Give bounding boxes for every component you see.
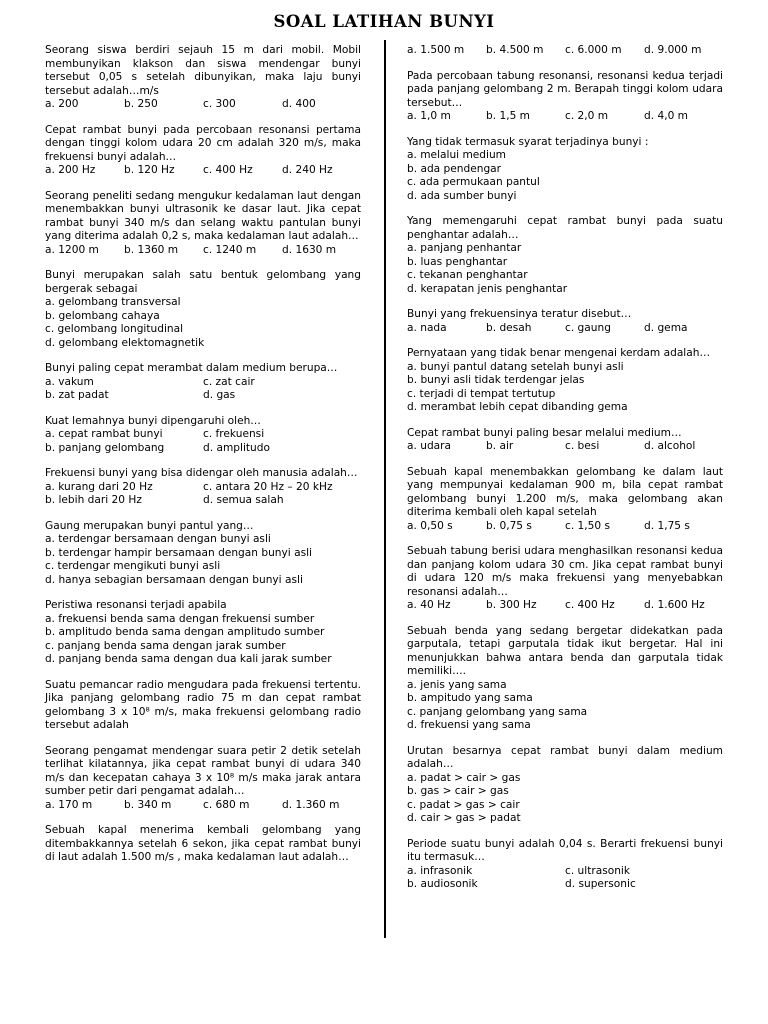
option[interactable]: d. 1630 m [282, 243, 337, 256]
question [45, 824, 361, 865]
option[interactable]: b. zat padat [45, 389, 109, 401]
option[interactable]: b. amplitudo benda sama dengan amplitudo sumber [45, 626, 325, 638]
option[interactable]: c. 300 [203, 98, 236, 110]
option[interactable]: a. 1200 m [45, 243, 99, 256]
option[interactable]: b. 1360 m [124, 243, 179, 256]
option[interactable]: b. 4.500 m [486, 44, 544, 56]
option[interactable]: c. 1240 m [203, 243, 257, 256]
option[interactable]: a. 200 Hz [45, 164, 96, 176]
option[interactable]: d. 9.000 m [644, 44, 702, 56]
option[interactable]: d. cair > gas > padat [407, 812, 521, 824]
question [45, 190, 361, 258]
option[interactable]: b. desah [486, 321, 532, 334]
option[interactable]: b. luas penghantar [407, 255, 508, 268]
option[interactable]: c. 2,0 m [565, 110, 609, 122]
option[interactable]: c. ada permukaan pantul [407, 176, 540, 188]
answer-options [45, 799, 361, 813]
option[interactable]: d. 400 [282, 98, 316, 110]
option[interactable]: d. gas [203, 389, 236, 401]
option[interactable]: c. gelombang longitudinal [45, 323, 184, 335]
option[interactable]: c. 400 Hz [565, 599, 615, 611]
option[interactable]: d. alcohol [644, 440, 696, 452]
question-stem: Pada percobaan tabung resonansi, resonansi kedua terjadi pada panjang gelombang 2 m. Berapah tinggi kolom udara tersebut… [407, 69, 723, 109]
question [45, 467, 361, 508]
question-stem: Seorang peneliti sedang mengukur kedalaman laut dengan menembakkan bunyi ultrasonik ke dasar laut. Jika cepat rambat bunyi 340 m/s dan selang waktu pantulan bunyi yang diterima adalah 0,2 s, maka kedalaman laut adalah… [45, 189, 361, 242]
question-stem: Periode suatu bunyi adalah 0,04 s. Berarti frekuensi bunyi itu termasuk… [407, 837, 723, 863]
option[interactable]: c. frekuensi [203, 428, 265, 440]
option[interactable]: d. merambat lebih cepat dibanding gema [407, 401, 628, 413]
option[interactable]: c. antara 20 Hz – 20 kHz [203, 480, 333, 493]
option[interactable]: b. air [486, 440, 514, 452]
option[interactable]: a. nada [407, 321, 447, 334]
question [45, 745, 361, 813]
option[interactable]: a. 200 [45, 98, 79, 110]
question [45, 520, 361, 588]
answer-options [407, 44, 723, 58]
question [407, 136, 723, 204]
right-column [407, 44, 723, 892]
question-continued [407, 44, 723, 58]
option[interactable]: d. 4,0 m [644, 110, 688, 122]
question [407, 347, 723, 415]
option[interactable]: d. 1.360 m [282, 798, 340, 811]
answer-options [407, 599, 723, 613]
left-column [45, 44, 361, 865]
option[interactable]: b. ada pendengar [407, 162, 502, 175]
option[interactable]: d. gema [644, 321, 688, 334]
option[interactable]: a. kurang dari 20 Hz [45, 480, 153, 493]
answer-options [45, 428, 361, 442]
answer-options [45, 442, 361, 456]
option[interactable]: b. bunyi asli tidak terdengar jelas [407, 374, 585, 386]
option[interactable]: b. panjang gelombang [45, 441, 165, 454]
option[interactable]: c. panjang benda sama dengan jarak sumber [45, 639, 286, 652]
option[interactable]: b. 120 Hz [124, 164, 175, 176]
question [407, 427, 723, 454]
question [45, 599, 361, 667]
option[interactable]: c. gaung [565, 321, 611, 334]
option[interactable]: b. gelombang cahaya [45, 309, 160, 322]
option[interactable]: a. gelombang transversal [45, 296, 181, 308]
question-stem: Bunyi yang frekuensinya teratur disebut… [407, 308, 632, 320]
option[interactable]: b. 0,75 s [486, 519, 532, 532]
option[interactable]: d. 1,75 s [644, 519, 690, 532]
question [45, 124, 361, 178]
option[interactable]: d. 240 Hz [282, 164, 333, 176]
option[interactable]: d. frekuensi yang sama [407, 719, 531, 731]
answer-options [407, 878, 723, 892]
option[interactable]: b. gas > cair > gas [407, 785, 509, 797]
option[interactable]: b. 300 Hz [486, 599, 537, 611]
answer-options [45, 494, 361, 508]
question-stem: Sebuah benda yang sedang bergetar didekatkan pada garputala, tetapi garputala tidak ikut bergetar. Hal ini menunjukkan bahwa antara benda dan garputala tidak memiliki…. [407, 624, 723, 677]
question-stem: Sebuah kapal menembakkan gelombang ke dalam laut yang mempunyai kedalaman 900 m, bila cepat rambat gelombang bunyi 1.200 m/s, maka gelombang akan diterima kembali oleh kapal setelah [407, 465, 723, 518]
question [407, 625, 723, 733]
question-stem: Frekuensi bunyi yang bisa didengar oleh manusia adalah… [45, 467, 358, 479]
column-divider [384, 40, 386, 938]
question-stem: Yang memengaruhi cepat rambat bunyi pada suatu penghantar adalah… [407, 215, 723, 241]
question-stem: Bunyi merupakan salah satu bentuk gelombang yang bergerak sebagai [45, 269, 361, 295]
option[interactable]: c. 400 Hz [203, 164, 253, 176]
answer-options [45, 244, 361, 258]
option[interactable]: d. 1.600 Hz [644, 599, 705, 611]
answer-options [45, 389, 361, 403]
question [45, 415, 361, 456]
option[interactable]: c. padat > gas > cair [407, 798, 520, 811]
option[interactable]: b. 1,5 m [486, 110, 530, 122]
question [45, 269, 361, 350]
answer-options [407, 110, 723, 124]
option[interactable]: c. zat cair [203, 375, 255, 388]
option[interactable]: b. ampitudo yang sama [407, 692, 533, 704]
question-stem: Seorang siswa berdiri sejauh 15 m dari mobil. Mobil membunyikan klakson dan siswa mendengar bunyi tersebut 0,05 s setelah dibunyikan, maka laju bunyi tersebut adalah…m/s [45, 44, 361, 97]
option[interactable]: a. terdengar bersamaan dengan bunyi asli [45, 533, 271, 545]
option[interactable]: d. panjang benda sama dengan dua kali jarak sumber [45, 653, 332, 665]
option[interactable]: c. besi [565, 440, 600, 452]
option[interactable]: c. 1,50 s [565, 519, 611, 532]
option[interactable]: c. panjang gelombang yang sama [407, 705, 588, 718]
question [45, 679, 361, 733]
question [407, 545, 723, 613]
question-stem: Pernyataan yang tidak benar mengenai kerdam adalah… [407, 347, 711, 359]
question-stem: Sebuah tabung berisi udara menghasilkan resonansi kedua dan panjang kolom udara 30 cm. Jika cepat rambat bunyi di udara 120 m/s maka frekuensi yang menyebabkan resonansi adalah… [407, 545, 723, 598]
question [45, 44, 361, 112]
question [407, 308, 723, 335]
option[interactable]: a. bunyi pantul datang setelah bunyi asli [407, 360, 624, 373]
option[interactable]: a. padat > cair > gas [407, 771, 521, 784]
option[interactable]: a. infrasonik [407, 864, 473, 877]
option[interactable]: b. lebih dari 20 Hz [45, 494, 142, 506]
option[interactable]: a. 1.500 m [407, 44, 465, 56]
option[interactable]: b. 340 m [124, 798, 172, 811]
option[interactable]: a. cepat rambat bunyi [45, 428, 163, 440]
option[interactable]: c. terjadi di tempat tertutup [407, 387, 556, 400]
option[interactable]: c. 6.000 m [565, 44, 622, 56]
question-stem: Bunyi paling cepat merambat dalam medium berupa… [45, 362, 338, 374]
option[interactable]: d. semua salah [203, 494, 284, 506]
option[interactable]: d. kerapatan jenis penghantar [407, 282, 568, 295]
question-stem: Gaung merupakan bunyi pantul yang… [45, 519, 254, 532]
option[interactable]: a. frekuensi benda sama dengan frekuensi sumber [45, 612, 315, 625]
option[interactable]: c. 680 m [203, 798, 250, 811]
option[interactable]: c. tekanan penghantar [407, 269, 528, 281]
question-stem: Kuat lemahnya bunyi dipengaruhi oleh… [45, 414, 261, 427]
question-stem: Seorang pengamat mendengar suara petir 2 detik setelah terlihat kilatannya, jika cepat rambat bunyi di udara 340 m/s dan kecepatan cahaya 3 x 10⁸ m/s maka jarak antara sumber petir dari pengamat adalah… [45, 744, 361, 797]
question [407, 70, 723, 124]
question [407, 745, 723, 826]
option[interactable]: a. 170 m [45, 798, 93, 811]
option[interactable]: a. panjang penhantar [407, 242, 522, 254]
option[interactable]: b. terdengar hampir bersamaan dengan bunyi asli [45, 546, 312, 559]
answer-options [45, 481, 361, 495]
question-stem: Yang tidak termasuk syarat terjadinya bunyi : [407, 135, 649, 148]
question-stem: Cepat rambat bunyi paling besar melalui medium… [407, 426, 682, 439]
answer-options [45, 164, 361, 178]
answer-options [407, 865, 723, 879]
question [407, 215, 723, 296]
option[interactable]: b. audiosonik [407, 878, 478, 890]
question [407, 466, 723, 534]
option[interactable]: d. supersonic [565, 878, 636, 890]
option[interactable]: b. 250 [124, 98, 158, 110]
question-stem: Cepat rambat bunyi pada percobaan resonansi pertama dengan tinggi kolom udara 20 cm adalah 320 m/s, maka frekuensi bunyi adalah… [45, 123, 361, 163]
option[interactable]: c. terdengar mengikuti bunyi asli [45, 560, 221, 572]
question [407, 838, 723, 892]
option[interactable]: a. 0,50 s [407, 519, 453, 532]
question [45, 362, 361, 403]
option[interactable]: d. ada sumber bunyi [407, 189, 517, 202]
question-stem: Sebuah kapal menerima kembali gelombang yang ditembakkannya setelah 6 sekon, jika cepat rambat bunyi di laut adalah 1.500 m/s , maka kedalaman laut adalah… [45, 824, 361, 863]
option[interactable]: a. melalui medium [407, 149, 507, 161]
option[interactable]: d. hanya sebagian bersamaan dengan bunyi asli [45, 573, 303, 586]
option[interactable]: a. jenis yang sama [407, 678, 507, 691]
question-stem: Peristiwa resonansi terjadi apabila [45, 599, 227, 611]
answer-options [407, 322, 723, 336]
option[interactable]: a. 40 Hz [407, 599, 451, 611]
answer-options [45, 98, 361, 112]
option[interactable]: d. gelombang elektomagnetik [45, 336, 205, 349]
option[interactable]: a. vakum [45, 375, 94, 388]
answer-options [407, 440, 723, 454]
option[interactable]: a. udara [407, 440, 452, 452]
question-stem: Urutan besarnya cepat rambat bunyi dalam medium adalah… [407, 744, 723, 770]
option[interactable]: c. ultrasonik [565, 864, 631, 877]
page-title: SOAL LATIHAN BUNYI [273, 12, 495, 31]
question-stem: Suatu pemancar radio mengudara pada frekuensi tertentu. Jika panjang gelombang radio 75 m dan cepat rambat gelombang 3 x 10⁸ m/s, maka frekuensi gelombang radio tersebut adalah [45, 678, 361, 731]
option[interactable]: d. amplitudo [203, 441, 270, 454]
answer-options [45, 376, 361, 390]
answer-options [407, 520, 723, 534]
option[interactable]: a. 1,0 m [407, 110, 451, 122]
